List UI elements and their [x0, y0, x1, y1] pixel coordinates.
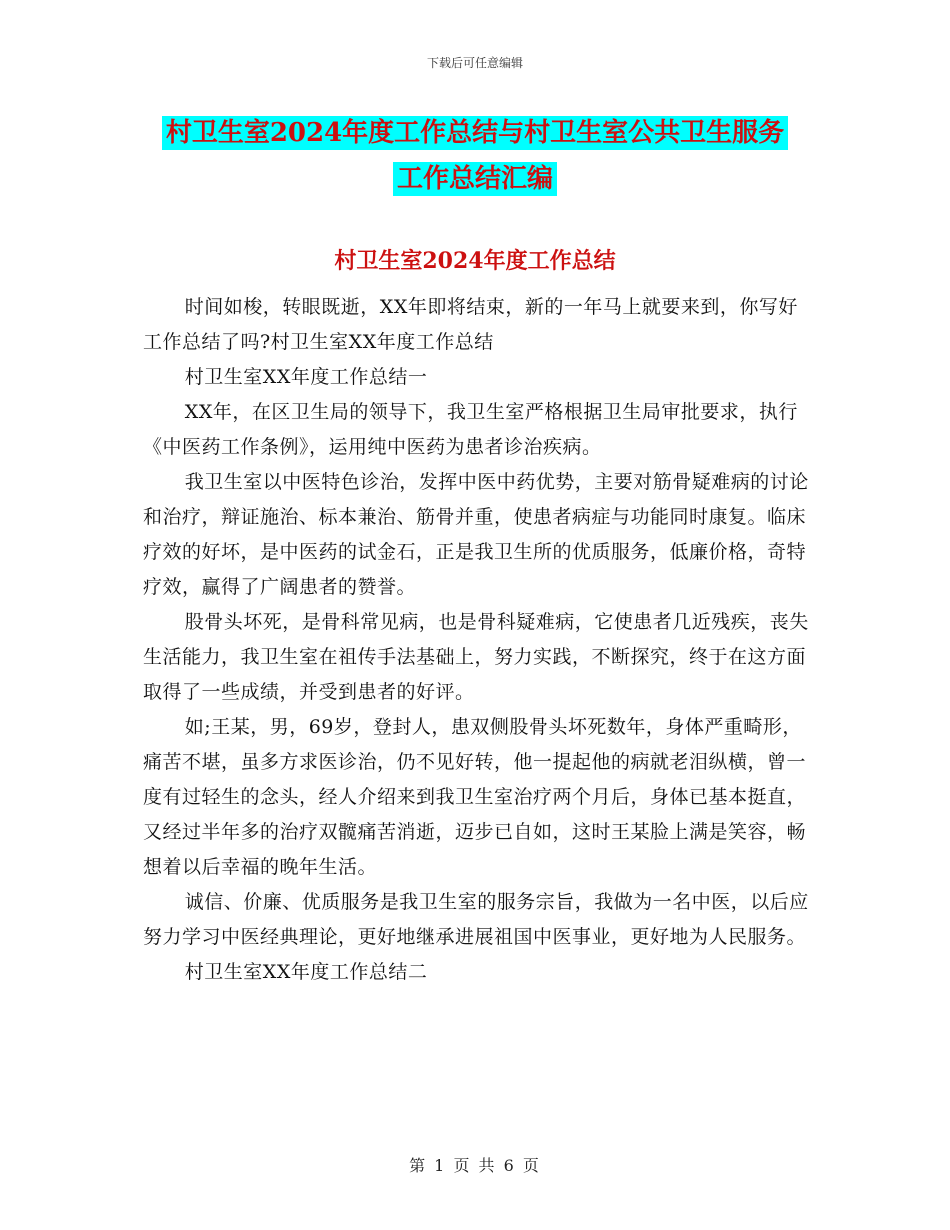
paragraph: 时间如梭，转眼既逝，XX年即将结束，新的一年马上就要来到，你写好工作总结了吗?村卫生室XX年度工作总结 — [143, 296, 798, 353]
paragraph: 诚信、价廉、优质服务是我卫生室的服务宗旨，我做为一名中医，以后应努力学习中医经典理论，更好地继承进展祖国中医事业，更好地为人民服务。 — [143, 891, 809, 948]
paragraph: 股骨头坏死，是骨科常见病，也是骨科疑难病，它使患者几近残疾，丧失生活能力，我卫生室在祖传手法基础上，努力实践，不断探究，终于在这方面取得了一些成绩，并受到患者的好评。 — [143, 611, 809, 703]
paragraph: 村卫生室XX年度工作总结一 — [184, 366, 428, 388]
main-title-line-1: 村卫生室2024年度工作总结与村卫生室公共卫生服务 — [162, 116, 788, 150]
document-body — [143, 290, 813, 990]
main-title-line-2: 工作总结汇编 — [393, 162, 557, 196]
paragraph: 村卫生室XX年度工作总结二 — [184, 961, 428, 983]
paragraph: 我卫生室以中医特色诊治，发挥中医中药优势，主要对筋骨疑难病的讨论和治疗，辩证施治、标本兼治、筋骨并重，使患者病症与功能同时康复。临床疗效的好坏，是中医药的试金石，正是我卫生所的优质服务，低廉价格，奇特疗效，赢得了广阔患者的赞誉。 — [143, 471, 809, 598]
paragraph: 如;王某，男，69岁，登封人，患双侧股骨头坏死数年，身体严重畸形，痛苦不堪，虽多方求医诊治，仍不见好转，他一提起他的病就老泪纵横，曾一度有过轻生的念头，经人介绍来到我卫生室治疗两个月后，身体已基本挺直，又经过半年多的治疗双髋痛苦消逝，迈步已自如，这时王某脸上满是笑容，畅想着以后幸福的晚年生活。 — [143, 716, 807, 878]
header-note: 下载后可任意编辑 — [426, 56, 523, 70]
section-title: 村卫生室2024年度工作总结 — [334, 248, 616, 274]
document-main-title — [0, 110, 950, 202]
paragraph: XX年，在区卫生局的领导下，我卫生室严格根据卫生局审批要求，执行《中医药工作条例》，运用纯中医药为患者诊治疾病。 — [143, 401, 798, 458]
page-number: 第 1 页 共 6 页 — [409, 1156, 541, 1175]
